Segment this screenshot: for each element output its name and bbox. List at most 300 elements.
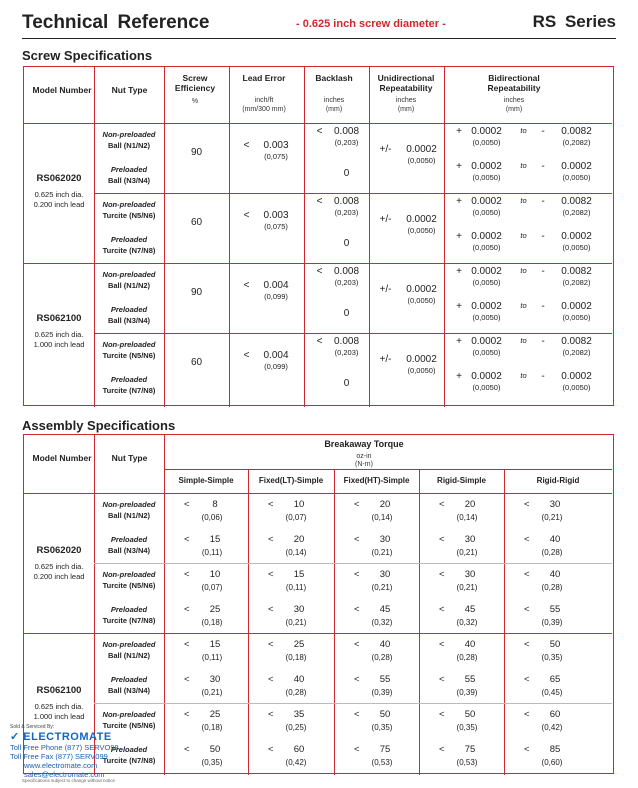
less-than-sign: < [354, 709, 360, 720]
torque-col-header: Fixed(HT)-Simple [343, 476, 410, 485]
less-than-sign: < [268, 604, 274, 615]
backlash-value: 0.008 [333, 196, 360, 207]
torque-nm: (0,42) [541, 723, 563, 732]
torque-nm: (0,28) [541, 583, 563, 592]
uni-repeat-value: 0.0002 [406, 144, 437, 155]
less-than-sign: < [243, 210, 250, 221]
backlash-unit: inches [323, 97, 345, 104]
less-than-sign: < [268, 674, 274, 685]
col-header-backlash: Backlash [315, 73, 353, 83]
bi-repeat-plus-mm: (0,0050) [472, 278, 501, 287]
minus-sign: - [541, 371, 545, 382]
lead-error-mm: (0,099) [264, 292, 288, 301]
bi-repeat-plus-mm: (0,0050) [472, 348, 501, 357]
torque-nm: (0,21) [285, 618, 307, 627]
torque-nm: (0,21) [456, 583, 478, 592]
torque-oz-in: 50 [209, 744, 221, 755]
backlash-value: 0.008 [333, 336, 360, 347]
nut-type-line2: Turcite (N5/N6) [102, 581, 156, 590]
plus-sign: + [456, 371, 462, 382]
minus-sign: - [541, 231, 545, 242]
lead-error-mm: (0,075) [264, 152, 288, 161]
torque-oz-in: 25 [209, 709, 221, 720]
less-than-sign: < [439, 674, 445, 685]
torque-oz-in: 50 [464, 709, 476, 720]
less-than-sign: < [184, 709, 190, 720]
torque-nm: (0,18) [285, 653, 307, 662]
torque-nm: (0,11) [201, 548, 223, 557]
to-label: to [520, 371, 527, 380]
screw-section-title: Screw Specifications [22, 48, 153, 63]
nut-type-line1: Preloaded [110, 375, 148, 384]
torque-cell [439, 604, 489, 630]
less-than-sign: < [184, 569, 190, 580]
torque-cell [439, 674, 489, 700]
minus-sign: - [541, 266, 545, 277]
bi-repeat-plus-value: 0.0002 [471, 196, 502, 207]
torque-oz-in: 10 [293, 499, 305, 510]
model-diameter: 0.625 inch dia. [34, 562, 84, 571]
uni-repeat-value: 0.0002 [406, 284, 437, 295]
page-subtitle: - 0.625 inch screw diameter - [296, 18, 446, 30]
less-than-sign: < [524, 744, 530, 755]
less-than-sign: < [243, 140, 250, 151]
torque-cell [524, 639, 574, 665]
torque-oz-in: 25 [293, 639, 305, 650]
torque-col-header: Simple-Simple [178, 476, 234, 485]
torque-oz-in: 60 [293, 744, 305, 755]
torque-header-divider [164, 469, 612, 470]
bi-repeat-plus-mm: (0,0050) [472, 313, 501, 322]
efficiency-unit: % [191, 98, 199, 105]
asm-col-header-nut: Nut Type [111, 453, 148, 463]
plus-sign: + [456, 196, 462, 207]
torque-cell [184, 674, 234, 700]
torque-nm: (0,28) [285, 688, 307, 697]
bi-repeat-minus-mm: (0,0050) [562, 243, 591, 252]
sold-by-text: Sold & Serviced By: [10, 724, 55, 730]
torque-cell [354, 604, 404, 630]
torque-nm: (0,06) [201, 513, 223, 522]
uni-repeat-mm: (0,0050) [407, 366, 436, 375]
torque-cell [268, 674, 318, 700]
torque-oz-in: 30 [464, 569, 476, 580]
group-divider [94, 193, 612, 194]
plus-sign: + [456, 161, 462, 172]
lead-unit: inch/ft [254, 97, 274, 104]
bi-repeat-plus-mm: (0,0050) [472, 243, 501, 252]
nut-type-line2: Turcite (N5/N6) [102, 351, 156, 360]
torque-cell [184, 709, 234, 735]
nut-type-line2: Ball (N1/N2) [107, 281, 151, 290]
bi-repeat-minus-mm: (0,2082) [562, 208, 591, 217]
less-than-sign: < [354, 499, 360, 510]
nut-type-line2: Ball (N3/N4) [107, 546, 151, 555]
bi-repeat-minus-mm: (0,2082) [562, 348, 591, 357]
torque-cell [524, 569, 574, 595]
torque-cell [524, 604, 574, 630]
model-number: RS062100 [36, 685, 82, 696]
bi-repeat-plus-value: 0.0002 [471, 161, 502, 172]
torque-oz-in: 30 [293, 604, 305, 615]
torque-cell [268, 569, 318, 595]
torque-oz-in: 30 [209, 674, 221, 685]
nut-type-line1: Preloaded [110, 675, 148, 684]
torque-nm: (0,35) [541, 653, 563, 662]
lead-error-value: 0.003 [263, 140, 289, 151]
lead-error-value: 0.004 [263, 350, 289, 361]
efficiency-value: 90 [190, 287, 203, 298]
phone-text: Toll Free Phone (877) SERVO98 [10, 743, 119, 752]
backlash-value: 0.008 [333, 126, 360, 137]
col-divider [504, 469, 505, 775]
less-than-sign: < [354, 534, 360, 545]
torque-nm: (0,28) [371, 653, 393, 662]
bi-repeat-minus-value: 0.0082 [561, 336, 592, 347]
torque-cell [439, 499, 489, 525]
torque-oz-in: 50 [549, 639, 561, 650]
bi-repeat-minus-value: 0.0002 [561, 371, 592, 382]
torque-oz-in: 40 [379, 639, 391, 650]
less-than-sign: < [524, 639, 530, 650]
torque-cell [184, 569, 234, 595]
torque-nm: (0,11) [285, 583, 307, 592]
model-lead: 0.200 inch lead [33, 200, 85, 209]
uni-repeat-mm: (0,0050) [407, 226, 436, 235]
torque-nm: (0,14) [371, 513, 393, 522]
col-header-bidirectional: Bidirectional Repeatability [487, 73, 541, 93]
less-than-sign: < [184, 604, 190, 615]
torque-cell [524, 499, 574, 525]
torque-nm: (0,53) [371, 758, 393, 767]
header-divider [24, 123, 612, 124]
torque-cell [439, 709, 489, 735]
nut-type-line2: Ball (N3/N4) [107, 316, 151, 325]
less-than-sign: < [439, 604, 445, 615]
torque-cell [354, 639, 404, 665]
less-than-sign: < [184, 674, 190, 685]
torque-nm: (0,28) [541, 548, 563, 557]
screw-spec-table [23, 66, 614, 406]
torque-col-header: Fixed(LT)-Simple [258, 476, 324, 485]
electromate-logo [10, 724, 130, 779]
torque-nm: (0,42) [285, 758, 307, 767]
less-than-sign: < [439, 709, 445, 720]
torque-oz-in: 20 [293, 534, 305, 545]
torque-nm: (0,21) [371, 548, 393, 557]
model-number: RS062020 [36, 173, 82, 184]
nut-type-line2: Turcite (N7/N8) [102, 386, 156, 395]
torque-nm: (0,39) [541, 618, 563, 627]
torque-oz-in: 75 [379, 744, 391, 755]
torque-oz-in: 85 [549, 744, 561, 755]
breakaway-torque-title: Breakaway Torque [324, 439, 404, 449]
less-than-sign: < [439, 534, 445, 545]
torque-cell [439, 639, 489, 665]
less-than-sign: < [439, 569, 445, 580]
less-than-sign: < [184, 534, 190, 545]
to-label: to [520, 266, 527, 275]
backlash-preloaded: 0 [343, 378, 350, 389]
nut-type-line1: Non-preloaded [102, 570, 156, 579]
torque-oz-in: 15 [209, 639, 221, 650]
nut-type-line2: Turcite (N7/N8) [102, 756, 156, 765]
torque-oz-in: 60 [549, 709, 561, 720]
nut-type-line1: Preloaded [110, 745, 148, 754]
nut-type-line1: Non-preloaded [102, 270, 156, 279]
plus-minus-sign: +/- [379, 144, 392, 155]
page-header [22, 12, 616, 40]
torque-nm: (0,21) [541, 513, 563, 522]
efficiency-value: 60 [190, 357, 203, 368]
nut-type-line2: Ball (N1/N2) [107, 511, 151, 520]
nut-type-line1: Non-preloaded [102, 130, 156, 139]
less-than-sign: < [439, 639, 445, 650]
torque-nm: (0,14) [456, 513, 478, 522]
less-than-sign: < [439, 499, 445, 510]
bi-repeat-plus-value: 0.0002 [471, 371, 502, 382]
torque-cell [524, 709, 574, 735]
lead-error-mm: (0,099) [264, 362, 288, 371]
model-lead: 1.000 inch lead [33, 712, 85, 721]
less-than-sign: < [524, 709, 530, 720]
less-than-sign: < [354, 639, 360, 650]
less-than-sign: < [243, 280, 250, 291]
bi-repeat-minus-value: 0.0002 [561, 161, 592, 172]
torque-nm: (0,25) [285, 723, 307, 732]
torque-oz-in: 30 [379, 569, 391, 580]
nut-type-line2: Ball (N1/N2) [107, 141, 151, 150]
less-than-sign: < [524, 569, 530, 580]
torque-oz-in: 55 [379, 674, 391, 685]
less-than-sign: < [439, 744, 445, 755]
less-than-sign: < [316, 126, 323, 137]
torque-cell [354, 569, 404, 595]
backlash-preloaded: 0 [343, 168, 350, 179]
nut-type-line1: Preloaded [110, 535, 148, 544]
bi-repeat-minus-mm: (0,0050) [562, 173, 591, 182]
minus-sign: - [541, 161, 545, 172]
backlash-preloaded: 0 [343, 238, 350, 249]
torque-cell [268, 604, 318, 630]
torque-nm: (0,18) [201, 723, 223, 732]
less-than-sign: < [524, 604, 530, 615]
torque-oz-in: 30 [549, 499, 561, 510]
torque-nm: (0,21) [456, 548, 478, 557]
backlash-mm: (0,203) [334, 208, 359, 217]
col-header-model: Model Number [32, 85, 92, 95]
torque-cell [184, 499, 234, 525]
less-than-sign: < [184, 499, 190, 510]
torque-oz-in: 40 [549, 569, 561, 580]
bi-repeat-plus-mm: (0,0050) [472, 208, 501, 217]
torque-nm: (0,21) [371, 583, 393, 592]
plus-sign: + [456, 301, 462, 312]
minus-sign: - [541, 301, 545, 312]
torque-nm: (0,35) [201, 758, 223, 767]
lead-unit-mm: (mm/300 mm) [242, 106, 286, 113]
torque-oz-in: 55 [464, 674, 476, 685]
col-divider [334, 469, 335, 775]
torque-cell [354, 674, 404, 700]
torque-cell [354, 499, 404, 525]
torque-nm: (0,07) [285, 513, 307, 522]
uni-repeat-mm: (0,0050) [407, 296, 436, 305]
torque-oz-in: 30 [379, 534, 391, 545]
less-than-sign: < [524, 499, 530, 510]
row-divider [94, 703, 612, 704]
to-label: to [520, 161, 527, 170]
to-label: to [520, 231, 527, 240]
col-header-lead-error: Lead Error [242, 73, 286, 83]
model-number: RS062020 [36, 545, 82, 556]
uni-unit: inches [395, 97, 417, 104]
less-than-sign: < [268, 534, 274, 545]
nut-type-line1: Preloaded [110, 165, 148, 174]
torque-oz-in: 20 [379, 499, 391, 510]
torque-oz-in: 40 [464, 639, 476, 650]
web-link[interactable]: www.electromate.com [24, 761, 98, 770]
torque-cell [524, 744, 574, 770]
backlash-value: 0.008 [333, 266, 360, 277]
torque-oz-in: 40 [293, 674, 305, 685]
nut-type-line2: Turcite (N7/N8) [102, 246, 156, 255]
lead-error-value: 0.003 [263, 210, 289, 221]
nut-type-line2: Ball (N3/N4) [107, 686, 151, 695]
col-divider [419, 469, 420, 775]
bi-repeat-minus-mm: (0,0050) [562, 313, 591, 322]
brand-text: ELECTROMATE [23, 731, 112, 743]
efficiency-value: 90 [190, 147, 203, 158]
nut-type-line1: Preloaded [110, 235, 148, 244]
less-than-sign: < [524, 534, 530, 545]
series-label: RS Series [532, 12, 616, 31]
bi-repeat-plus-value: 0.0002 [471, 336, 502, 347]
torque-oz-in: 55 [549, 604, 561, 615]
minus-sign: - [541, 336, 545, 347]
col-divider [248, 469, 249, 775]
less-than-sign: < [316, 266, 323, 277]
assembly-section-title: Assembly Specifications [22, 418, 176, 433]
torque-nm: (0,32) [371, 618, 393, 627]
torque-cell [184, 604, 234, 630]
torque-oz-in: 15 [209, 534, 221, 545]
torque-nm: (0,35) [371, 723, 393, 732]
less-than-sign: < [316, 336, 323, 347]
torque-oz-in: 45 [464, 604, 476, 615]
less-than-sign: < [354, 674, 360, 685]
torque-nm: (0,35) [456, 723, 478, 732]
model-lead: 1.000 inch lead [33, 340, 85, 349]
col-header-efficiency: Screw Efficiency [174, 73, 216, 93]
plus-sign: + [456, 231, 462, 242]
header-divider [24, 493, 612, 494]
nut-type-line1: Non-preloaded [102, 640, 156, 649]
brand-name: ✓ ELECTROMATE [10, 731, 112, 743]
torque-oz-in: 50 [379, 709, 391, 720]
bi-repeat-minus-value: 0.0002 [561, 301, 592, 312]
bi-repeat-minus-mm: (0,0050) [562, 383, 591, 392]
less-than-sign: < [184, 639, 190, 650]
uni-repeat-mm: (0,0050) [407, 156, 436, 165]
torque-oz-in: 30 [464, 534, 476, 545]
torque-nm: (0,21) [201, 688, 223, 697]
torque-cell [184, 744, 234, 770]
nut-type-line1: Non-preloaded [102, 340, 156, 349]
nut-type-line2: Turcite (N7/N8) [102, 616, 156, 625]
torque-oz-in: 45 [379, 604, 391, 615]
bi-repeat-plus-mm: (0,0050) [472, 138, 501, 147]
plus-minus-sign: +/- [379, 214, 392, 225]
col-divider [369, 67, 370, 407]
torque-oz-in: 8 [212, 499, 218, 510]
torque-unit-nm: (N-m) [355, 461, 373, 468]
torque-oz-in: 15 [293, 569, 305, 580]
bi-unit-mm: (mm) [505, 106, 523, 113]
torque-oz-in: 20 [464, 499, 476, 510]
bi-repeat-minus-value: 0.0082 [561, 126, 592, 137]
email-link[interactable]: sales@electromate.com [24, 770, 105, 779]
asm-col-header-model: Model Number [32, 453, 92, 463]
bi-repeat-plus-mm: (0,0050) [472, 383, 501, 392]
torque-nm: (0,11) [201, 653, 223, 662]
torque-cell [524, 534, 574, 560]
plus-minus-sign: +/- [379, 354, 392, 365]
to-label: to [520, 301, 527, 310]
col-header-unidirectional: Unidirectional Repeatability [377, 73, 435, 93]
nut-type-line2: Turcite (N5/N6) [102, 721, 156, 730]
less-than-sign: < [354, 569, 360, 580]
model-number: RS062100 [36, 313, 82, 324]
torque-nm: (0,14) [285, 548, 307, 557]
lead-error-value: 0.004 [263, 280, 289, 291]
model-divider [24, 263, 612, 264]
torque-nm: (0,39) [371, 688, 393, 697]
torque-cell [184, 534, 234, 560]
col-divider [444, 67, 445, 407]
minus-sign: - [541, 126, 545, 137]
torque-cell [439, 569, 489, 595]
nut-type-line1: Preloaded [110, 305, 148, 314]
torque-cell [268, 499, 318, 525]
col-divider [229, 67, 230, 407]
torque-cell [268, 639, 318, 665]
less-than-sign: < [316, 196, 323, 207]
row-divider [94, 563, 612, 564]
nut-type-line2: Ball (N3/N4) [107, 176, 151, 185]
torque-unit: oz-in [356, 453, 372, 460]
backlash-unit-mm: (mm) [325, 106, 343, 113]
less-than-sign: < [268, 709, 274, 720]
less-than-sign: < [243, 350, 250, 361]
torque-oz-in: 10 [209, 569, 221, 580]
col-header-nut: Nut Type [111, 85, 148, 95]
backlash-mm: (0,203) [334, 348, 359, 357]
torque-nm: (0,07) [201, 583, 223, 592]
uni-unit-mm: (mm) [397, 106, 415, 113]
bi-repeat-minus-value: 0.0002 [561, 231, 592, 242]
plus-sign: + [456, 266, 462, 277]
uni-repeat-value: 0.0002 [406, 214, 437, 225]
bi-repeat-plus-value: 0.0002 [471, 126, 502, 137]
backlash-mm: (0,203) [334, 138, 359, 147]
torque-cell [439, 744, 489, 770]
fax-text: Toll Free Fax (877) SERV099 [10, 752, 108, 761]
nut-type-line2: Turcite (N5/N6) [102, 211, 156, 220]
model-diameter: 0.625 inch dia. [34, 702, 84, 711]
plus-minus-sign: +/- [379, 284, 392, 295]
torque-nm: (0,18) [201, 618, 223, 627]
